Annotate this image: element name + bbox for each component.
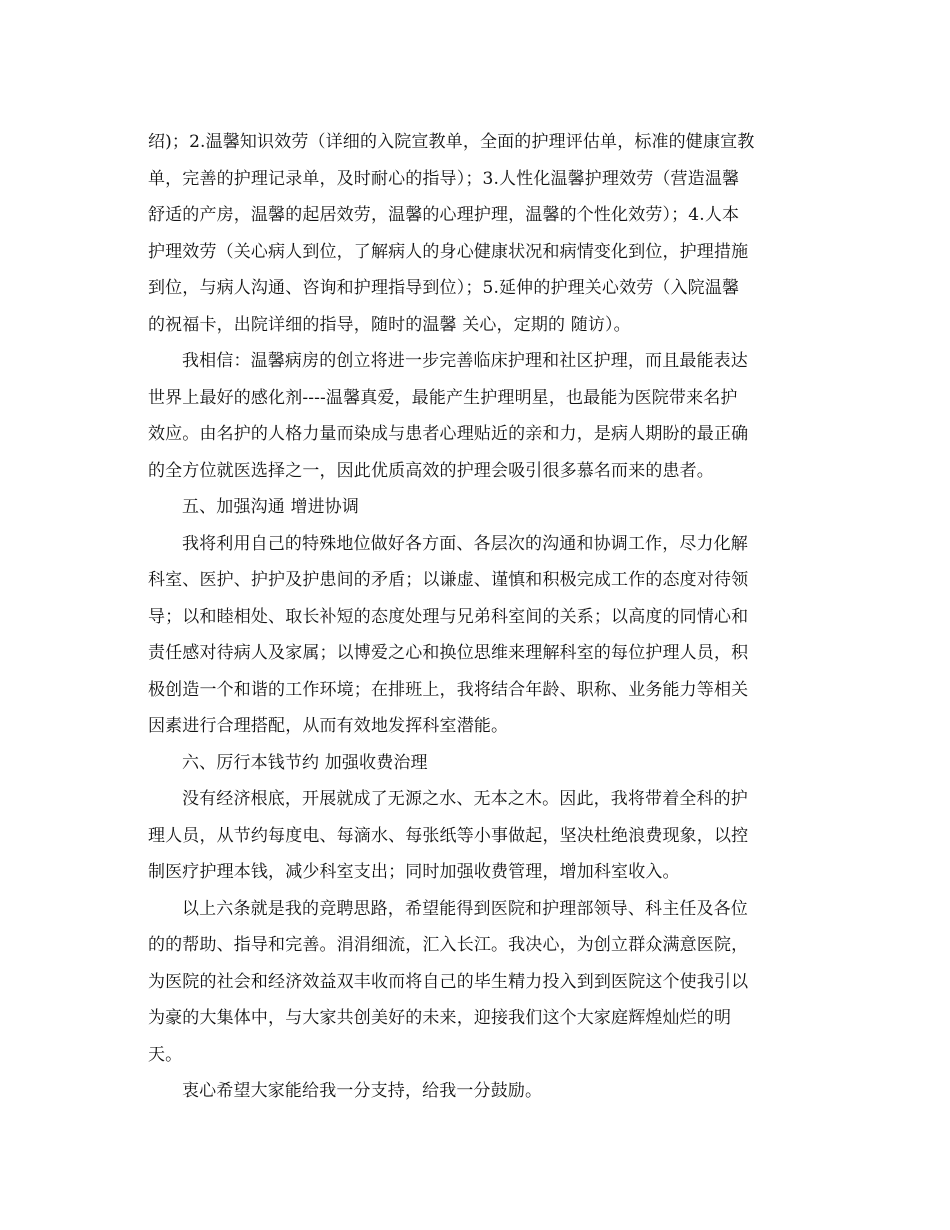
- text-line: 极创造一个和谐的工作环境；在排班上，我将结合年龄、职称、业务能力等相关: [148, 679, 749, 700]
- text-line: 我将利用自己的特殊地位做好各方面、各层次的沟通和协调工作，尽力化解: [182, 533, 748, 554]
- text-line: 导；以和睦相处、取长补短的态度处理与兄弟科室间的关系；以高度的同情心和: [148, 606, 749, 627]
- text-line: 效应。由名护的人格力量而染成与患者心理贴近的亲和力，是病人期盼的最正确: [148, 424, 749, 444]
- text-line: 世界上最好的感化剂----温馨真爱，最能产生护理明星，也最能为医院带来名护: [148, 387, 738, 408]
- text-line: 没有经济根底，开展就成了无源之水、无本之木。因此，我将带着全科的护: [182, 789, 748, 809]
- text-line: 护理效劳（关心病人到位，了解病人的身心健康状况和病情变化到位，护理措施: [148, 241, 749, 262]
- text-line: 制医疗护理本钱，减少科室支出；同时加强收费管理，增加科室收入。: [148, 862, 680, 882]
- text-line: 绍)；2.温馨知识效劳（详细的入院宣教单，全面的护理评估单，标准的健康宣教: [148, 132, 755, 152]
- text-line: 的的帮助、指导和完善。涓涓细流，汇入长江。我决心，为创立群众满意医院，: [148, 935, 749, 955]
- text-line: 为医院的社会和经济效益双丰收而将自己的毕生精力投入到到医院这个使我引以: [148, 971, 749, 992]
- text-line: 天。: [148, 1044, 183, 1065]
- text-line: 衷心希望大家能给我一分支持，给我一分鼓励。: [182, 1081, 543, 1101]
- text-line: 单，完善的护理记录单，及时耐心的指导）；3.人性化温馨护理效劳（营造温馨: [148, 168, 740, 189]
- text-line: 到位，与病人沟通、咨询和护理指导到位）；5.延伸的护理关心效劳（入院温馨: [148, 278, 740, 298]
- text-line: 科室、医护、护护及护患间的矛盾；以谦虚、谨慎和积极完成工作的态度对待领: [148, 570, 749, 590]
- text-line: 的祝福卡，出院详细的指导，随时的温馨 关心，定期的 随访）。: [148, 314, 631, 335]
- text-line: 我相信：温馨病房的创立将进一步完善临床护理和社区护理，而且最能表达: [182, 351, 748, 371]
- document-body: [148, 124, 808, 1110]
- text-line: 五、加强沟通 增进协调: [182, 497, 360, 517]
- text-line: 的全方位就医选择之一，因此优质高效的护理会吸引很多慕名而来的患者。: [148, 460, 714, 481]
- text-line: 为豪的大集体中，与大家共创美好的未来，迎接我们这个大家庭辉煌灿烂的明: [148, 1008, 732, 1028]
- text-line: 理人员，从节约每度电、每滴水、每张纸等小事做起，坚决杜绝浪费现象，以控: [148, 825, 749, 846]
- text-line: 以上六条就是我的竞聘思路，希望能得到医院和护理部领导、科主任及各位: [182, 898, 748, 919]
- text-line: 舒适的产房，温馨的起居效劳，温馨的心理护理，温馨的个性化效劳）；4.人本: [148, 205, 740, 225]
- text-line: 因素进行合理搭配，从而有效地发挥科室潜能。: [148, 716, 509, 736]
- text-line: 六、厉行本钱节约 加强收费治理: [182, 752, 428, 773]
- text-line: 责任感对待病人及家属；以博爱之心和换位思维来理解科室的每位护理人员，积: [148, 643, 749, 663]
